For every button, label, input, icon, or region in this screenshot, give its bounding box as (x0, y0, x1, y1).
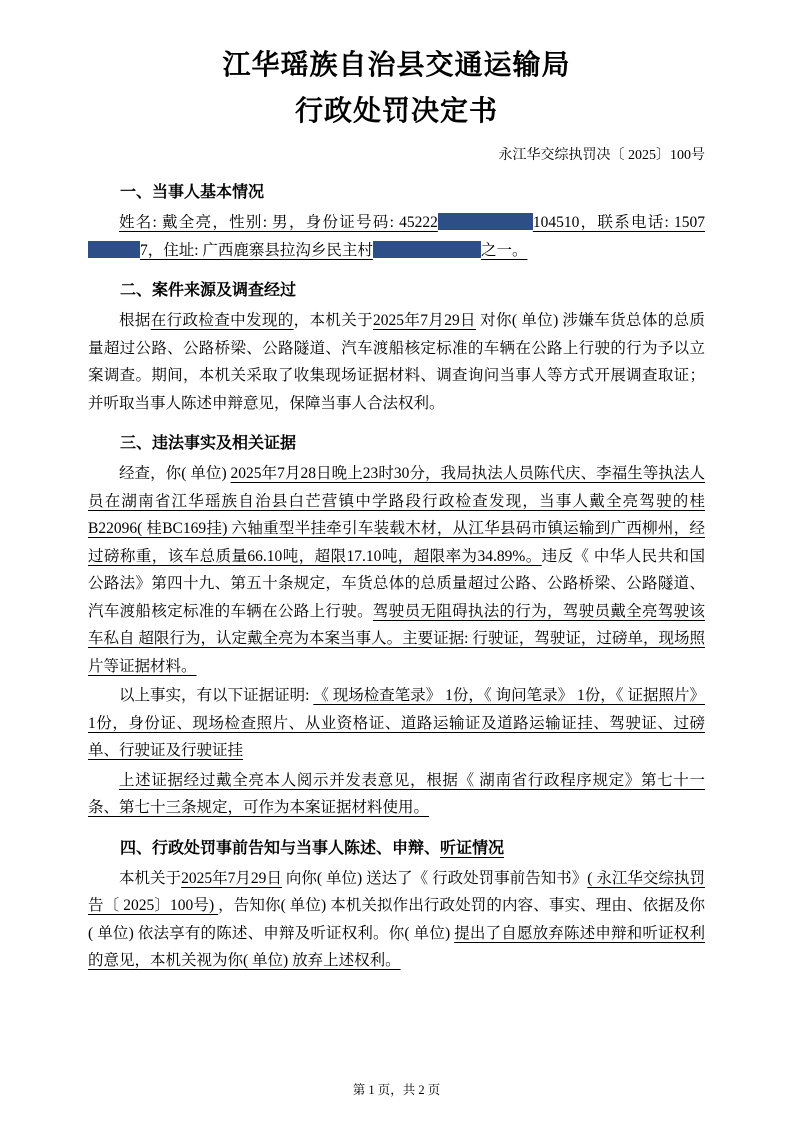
section-heading (88, 277, 705, 304)
text-segment: 根据 (119, 312, 151, 329)
section-heading (88, 179, 705, 206)
redaction-block (438, 213, 533, 230)
text-segment: ，告知你( 单位) 本机关拟作出行政处罚的内容、事实、理由、依据及你( 单位) 依法享有的陈述、申辩及听证权利。你( 单位) (88, 897, 705, 942)
redaction-block (373, 241, 481, 258)
text-segment: 驾驶员无阻碍执法的行为，驾驶员戴全亮驾驶该车私自 超限行为，认定戴全亮为本案当事人。主要证据: 行驶证，驾驶证，过磅单，现场照片等证据材料。 (88, 602, 705, 675)
text-segment: 违反《 中华人民共和国公路法》第四十九、第五十条规定，车货总体的总质量超过公路、公路桥梁、公路隧道、汽车渡船核定标准的车辆在公路上行驶。 (88, 547, 705, 620)
paragraph (88, 682, 705, 765)
text-segment: 2025年7月29日 (181, 869, 282, 887)
text-segment: 三、违法事实及相关证据 (120, 435, 297, 452)
text-segment: 2025年7月29日 (372, 312, 476, 329)
text-segment: 7，住址: 广西鹿寨县拉沟乡民主村 (140, 241, 373, 259)
page-footer: 第 1 页，共 2 页 (352, 1083, 441, 1097)
text-segment: 提出了自愿放弃陈述申辩和听证权利的意见，本机关视为你( 单位) 放弃上述权利。 (88, 924, 705, 969)
text-segment: ( 永江华交综执罚告〔 2025〕100号) (88, 869, 705, 914)
text-segment: 在行政检查中发现的 (150, 312, 294, 329)
doc-title-line2: 行政处罚决定书 (294, 95, 498, 126)
paragraph (88, 865, 705, 975)
document-body (88, 179, 705, 975)
text-segment: 一、当事人基本情况 (120, 184, 265, 201)
paragraph (88, 460, 705, 680)
text-segment: 对你( 单位) 涉嫌车货总体的总质量超过公路、公路桥梁、公路隧道、汽车渡船核定标准的车辆在公路上行驶的行为予以立案调查。期间，本机关采取了收集现场证据材料、调查询问当事人等方式开展调查取证；并听取当事人陈述申辩意见，保障当事人合法权利。 (88, 312, 705, 412)
text-segment: 2025年7月28日晚上23时30分，我局执法人员陈代庆、李福生等执法人员在湖南省江华瑶族自治县白芒营镇中学路段行政检查发现，当事人戴全亮驾驶的桂B22096( 桂BC169挂) 六轴重型半挂牵引车装载木材，从江华县码市镇运输到广西柳州，经过磅称重，该车总质量66.10吨，超限17.10吨，超限率为34.89%。 (88, 465, 705, 565)
text-segment: 向你( 单位) 送达了《 行政处罚事前告知书》 (281, 869, 588, 887)
doc-title-line1: 江华瑶族自治县交通运输局 (222, 49, 571, 80)
section-heading (88, 835, 705, 862)
text-segment: 《 现场检查笔录》 1份，《 询问笔录》 1份，《 证据照片》 1份，身份证、现场检查照片、从业资格证、道路运输证及道路运输证挂、驾驶证、过磅单、行驶证及行驶证挂 (88, 687, 705, 759)
text-segment: 经查，你( 单位) (119, 465, 231, 482)
paragraph (88, 767, 705, 822)
text-segment: 四、行政处罚事前告知与当事人陈述、申辩、 (120, 839, 441, 857)
text-segment: 二、案件来源及调查经过 (120, 282, 297, 299)
paragraph (88, 307, 705, 417)
text-segment: 姓名: 戴全亮，性别: 男，身份证号码: 45222 (119, 214, 438, 231)
text-segment: 之一。 (480, 241, 528, 259)
text-segment: 本机关于 (119, 869, 182, 887)
text-segment: 104510，联系电话: 1507 (532, 214, 706, 231)
paragraph (88, 209, 705, 264)
text-segment: 以上事实，有以下证据证明: (119, 687, 314, 704)
text-segment: ，本机关于 (293, 312, 373, 329)
section-heading (88, 430, 705, 457)
doc-number: 永江华交综执罚决〔 2025〕100号 (498, 148, 705, 163)
redaction-block (88, 241, 140, 258)
text-segment: 听证情况 (440, 839, 505, 857)
text-segment: 上述证据经过戴全亮本人阅示并发表意见，根据《 湖南省行政程序规定》第七十一条、第七十三条规定，可作为本案证据材料使用。 (88, 771, 705, 816)
